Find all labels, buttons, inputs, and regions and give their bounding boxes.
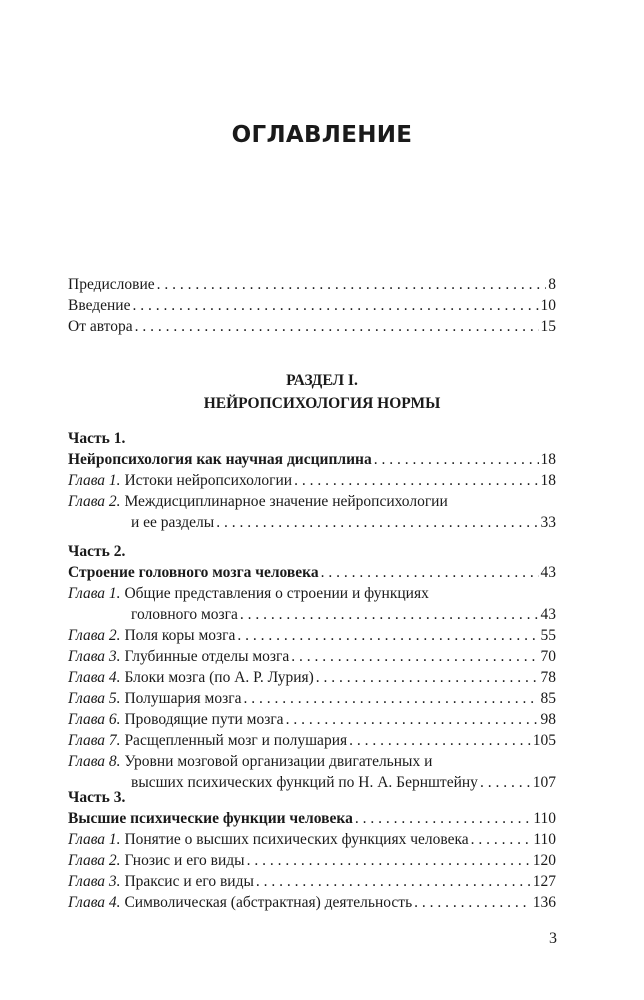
- chapter-title: Поля коры мозга: [124, 627, 236, 644]
- chapter-number: Глава 3.: [68, 648, 121, 665]
- chapter-number: Глава 4.: [68, 894, 121, 911]
- chapter-title: Символическая (абстрактная) деятельность: [124, 894, 413, 911]
- chapter-title: Междисциплинарное значение нейропсихологии: [124, 493, 448, 510]
- chapter-number: Глава 8.: [68, 753, 121, 770]
- chapter-entry[interactable]: [68, 751, 556, 772]
- page-number: 3: [549, 930, 557, 947]
- chapter-title: Блоки мозга (по А. Р. Лурия): [124, 669, 314, 686]
- chapter-title: Полушария мозга: [124, 690, 242, 707]
- page-title: ОГЛАВЛЕНИЕ: [231, 122, 413, 148]
- toc-page-number: 18: [540, 472, 556, 489]
- chapter-number: Глава 3.: [68, 873, 121, 890]
- chapter-title: Глубинные отделы мозга: [124, 648, 290, 665]
- toc-page-number: 107: [532, 774, 556, 791]
- dot-leader: [321, 562, 539, 583]
- chapter-title: Проводящие пути мозга: [124, 711, 284, 728]
- dot-leader: [135, 316, 539, 337]
- dot-leader: [286, 709, 539, 730]
- chapter-title-cont: высших психических функций по Н. А. Бернштейну: [131, 774, 478, 791]
- chapter-number: Глава 2.: [68, 493, 121, 510]
- toc-page-number: 10: [540, 297, 556, 314]
- chapter-entry[interactable]: [68, 850, 556, 871]
- dot-leader: [216, 512, 538, 533]
- chapter-entry[interactable]: [68, 646, 556, 667]
- dot-leader: [247, 850, 531, 871]
- dot-leader: [374, 449, 539, 470]
- toc-entry[interactable]: [68, 316, 556, 337]
- part-title-label: Строение головного мозга человека: [68, 564, 319, 581]
- chapter-number: Глава 1.: [68, 831, 121, 848]
- part-title-label: Высшие психические функции человека: [68, 810, 353, 827]
- part-1: [68, 428, 556, 533]
- toc-entry-label: Введение: [68, 297, 131, 314]
- chapter-title-cont: и ее разделы: [131, 514, 215, 531]
- chapter-entry[interactable]: [68, 871, 556, 892]
- chapter-entry[interactable]: [68, 583, 556, 604]
- chapter-entry[interactable]: [68, 667, 556, 688]
- toc-page-number: 43: [540, 564, 556, 581]
- part-3: [68, 787, 556, 913]
- toc-page-number: 55: [540, 627, 556, 644]
- part-heading: Часть 3.: [68, 789, 126, 806]
- dot-leader: [316, 667, 539, 688]
- chapter-entry[interactable]: [68, 829, 556, 850]
- chapter-number: Глава 4.: [68, 669, 121, 686]
- chapter-entry[interactable]: [68, 730, 556, 751]
- part-title-entry[interactable]: [68, 449, 556, 470]
- chapter-entry-continued[interactable]: [68, 604, 556, 625]
- toc-entry[interactable]: [68, 295, 556, 316]
- toc-page-number: 78: [540, 669, 556, 686]
- toc-page-number: 98: [540, 711, 556, 728]
- dot-leader: [291, 646, 538, 667]
- section-heading-line1: РАЗДЕЛ I.: [286, 372, 358, 389]
- chapter-title: Гнозис и его виды: [124, 852, 245, 869]
- part-2: [68, 541, 556, 793]
- chapter-entry[interactable]: [68, 491, 556, 512]
- dot-leader: [471, 829, 532, 850]
- toc-entry-label: Предисловие: [68, 276, 155, 293]
- toc-page-number: 110: [533, 810, 556, 827]
- toc-page-number: 110: [533, 831, 556, 848]
- dot-leader: [256, 871, 531, 892]
- chapter-number: Глава 6.: [68, 711, 121, 728]
- toc-page-number: 70: [540, 648, 556, 665]
- dot-leader: [237, 625, 538, 646]
- chapter-entry-continued[interactable]: [68, 512, 556, 533]
- chapter-number: Глава 2.: [68, 627, 121, 644]
- chapter-number: Глава 2.: [68, 852, 121, 869]
- toc-page-number: 120: [532, 852, 556, 869]
- toc-page-number: 18: [540, 451, 556, 468]
- chapter-title: Уровни мозговой организации двигательных и: [124, 753, 433, 770]
- chapter-title: Праксис и его виды: [124, 873, 254, 890]
- chapter-number: Глава 1.: [68, 585, 121, 602]
- toc-page-number: 127: [532, 873, 556, 890]
- chapter-entry[interactable]: [68, 470, 556, 491]
- toc-page-number: 85: [540, 690, 556, 707]
- dot-leader: [240, 604, 539, 625]
- toc-page-number: 15: [540, 318, 556, 335]
- dot-leader: [132, 295, 538, 316]
- chapter-title: Общие представления о строении и функциях: [124, 585, 429, 602]
- toc-page-number: 8: [548, 276, 556, 293]
- part-heading: Часть 2.: [68, 543, 126, 560]
- front-matter-list: [68, 274, 556, 337]
- chapter-number: Глава 7.: [68, 732, 121, 749]
- chapter-title: Понятие о высших психических функциях человека: [124, 831, 469, 848]
- part-title-label: Нейропсихология как научная дисциплина: [68, 451, 372, 468]
- dot-leader: [414, 892, 531, 913]
- toc-page-number: 105: [532, 732, 556, 749]
- dot-leader: [243, 688, 538, 709]
- chapter-title-cont: головного мозга: [131, 606, 238, 623]
- dot-leader: [349, 730, 531, 751]
- chapter-entry[interactable]: [68, 688, 556, 709]
- part-title-entry[interactable]: [68, 562, 556, 583]
- chapter-entry[interactable]: [68, 709, 556, 730]
- part-heading: Часть 1.: [68, 430, 126, 447]
- dot-leader: [157, 274, 547, 295]
- chapter-title: Истоки нейропсихологии: [124, 472, 293, 489]
- toc-page-number: 33: [540, 514, 556, 531]
- chapter-number: Глава 1.: [68, 472, 121, 489]
- dot-leader: [294, 470, 538, 491]
- chapter-entry[interactable]: [68, 892, 556, 913]
- section-heading-line2: НЕЙРОПСИХОЛОГИЯ НОРМЫ: [203, 395, 441, 412]
- chapter-number: Глава 5.: [68, 690, 121, 707]
- toc-page-number: 136: [532, 894, 556, 911]
- dot-leader: [355, 808, 532, 829]
- part-title-entry[interactable]: [68, 808, 556, 829]
- toc-entry-label: От автора: [68, 318, 133, 335]
- toc-page-number: 43: [540, 606, 556, 623]
- chapter-title: Расщепленный мозг и полушария: [124, 732, 348, 749]
- chapter-entry[interactable]: [68, 625, 556, 646]
- toc-entry[interactable]: [68, 274, 556, 295]
